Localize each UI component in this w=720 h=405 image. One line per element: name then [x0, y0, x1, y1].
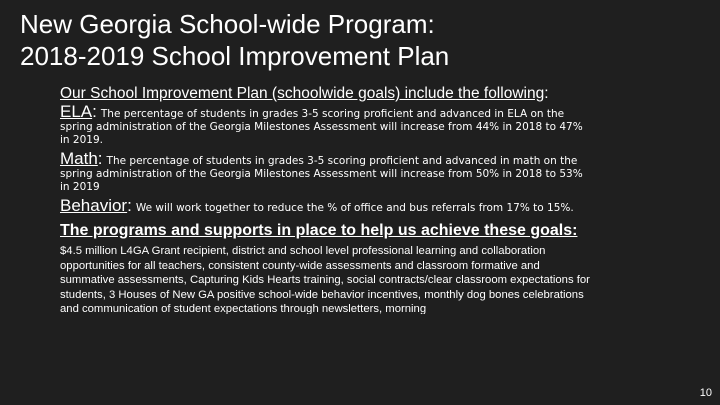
- intro-colon: :: [544, 85, 549, 102]
- slide-title: [20, 8, 700, 72]
- goal-behavior-label: Behavior: [60, 196, 128, 215]
- slide-title-line-2: 2018-2019 School Improvement Plan: [20, 41, 450, 71]
- intro-paragraph: [60, 84, 590, 103]
- intro-text: Our School Improvement Plan (schoolwide goals) include the following: [60, 85, 545, 102]
- slide-body: [60, 84, 590, 314]
- page-number: 10: [699, 387, 712, 399]
- programs-heading: The programs and supports in place to help us achieve these goals:: [60, 222, 578, 239]
- goal-behavior-text: We will work together to reduce the % of office and bus referrals from 17% to 15%.: [135, 202, 574, 214]
- slide-title-line-1: New Georgia School-wide Program:: [20, 9, 435, 39]
- goal-math-text: The percentage of students in grades 3-5 scoring proficient and advanced in math on the spring administration of the Georgia Milestones Assessment will increase from 50% in 2018 to 53% in 2019: [60, 155, 583, 193]
- goal-ela-label: ELA: [60, 102, 93, 121]
- programs-text: $4.5 million L4GA Grant recipient, district and school level professional learning and collaboration opportunities for all teachers, consistent county-wide assessments and classroom formative and summative assessments, Capturing Kids Hearts training, social contracts/clear classroom expectations for students, 3 Houses of New GA positive school-wide behavior incentives, monthly dog bones celebrations and communication of student expectations through newsletters, morning: [60, 245, 590, 314]
- goal-math: [60, 149, 590, 194]
- goal-math-colon: :: [97, 149, 103, 168]
- goal-ela: [60, 102, 590, 147]
- goal-behavior-colon: :: [127, 196, 132, 215]
- goal-behavior: [60, 196, 590, 215]
- goal-ela-colon: :: [92, 102, 97, 121]
- goal-ela-text: The percentage of students in grades 3-5 scoring proficient and advanced in ELA on the spring administration of the Georgia Milestones Assessment will increase from 44% in 2018 to 47% in 2019.: [60, 108, 583, 146]
- goal-math-label: Math: [60, 149, 98, 168]
